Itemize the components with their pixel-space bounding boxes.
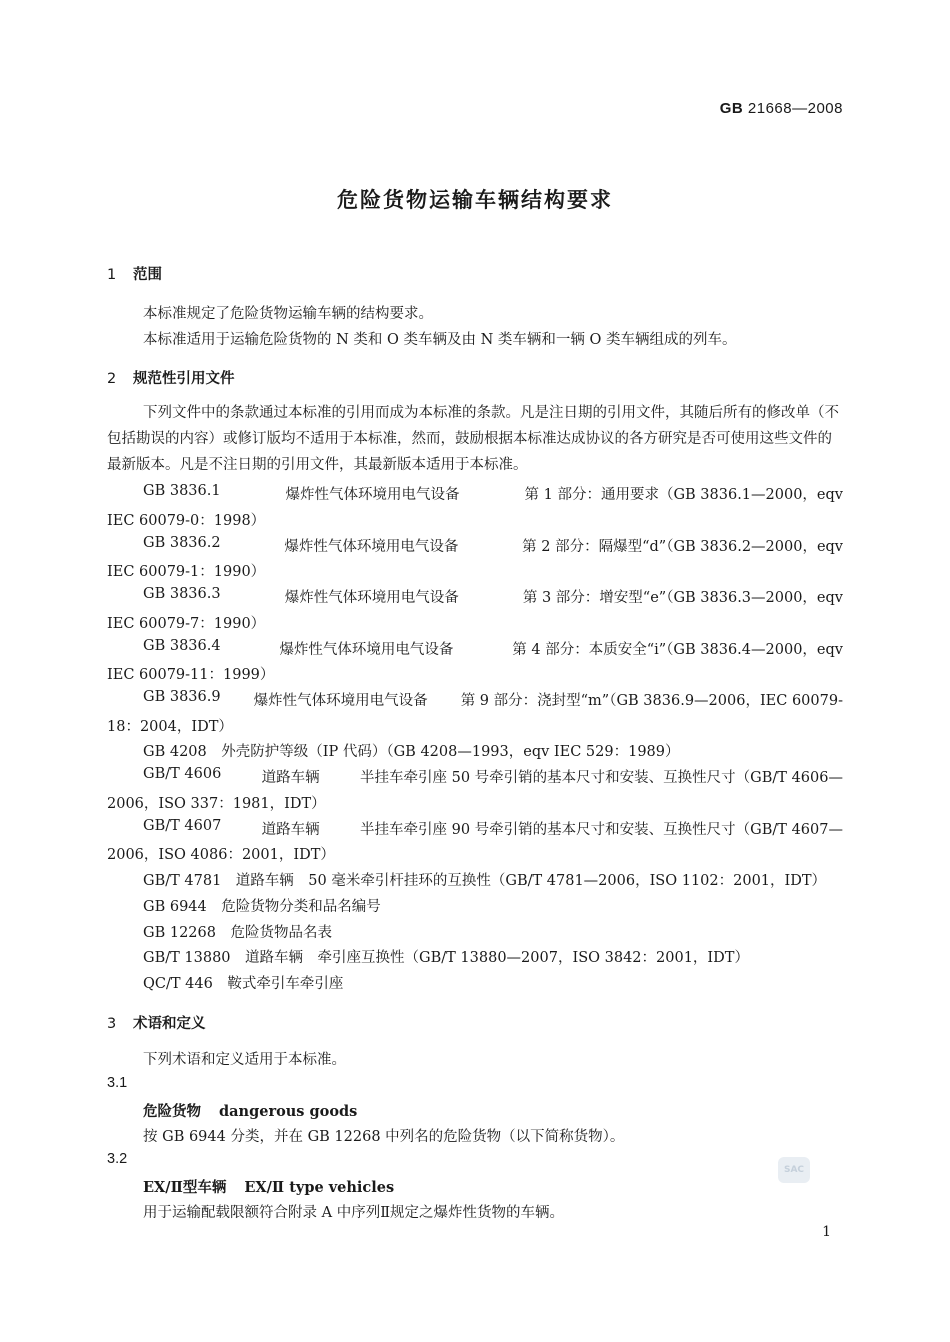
standard-number: GB 21668—2008	[719, 100, 843, 117]
ref-item-cont: IEC 60079-11：1999）	[107, 667, 275, 683]
page-title: 危险货物运输车辆结构要求	[337, 188, 613, 212]
term-definition: 按 GB 6944 分类，并在 GB 12268 中列名的危险货物（以下简称货物）。	[143, 1129, 625, 1145]
term-heading: 危险货物 dangerous goods	[143, 1103, 358, 1120]
ref-item: GB/T 4606 道路车辆 半挂车牵引座 50 号牵引销的基本尺寸和安装、互换性尺寸（GB/T 4606—	[143, 766, 843, 786]
ref-item-cont: IEC 60079-7：1990）	[107, 616, 266, 632]
scope-para-1: 本标准规定了危险货物运输车辆的结构要求。	[143, 306, 433, 322]
sac-watermark-logo: SAC	[778, 1157, 810, 1183]
ref-item: GB/T 4781 道路车辆 50 毫米牵引杆挂环的互换性（GB/T 4781—2006，ISO 1102：2001，IDT）	[143, 873, 827, 889]
ref-item: GB 3836.9 爆炸性气体环境用电气设备 第 9 部分：浇封型“m”（GB 3836.9—2006，IEC 60079-	[143, 689, 843, 709]
term-number: 3.2	[107, 1151, 128, 1167]
ref-item: GB/T 4607 道路车辆 半挂车牵引座 90 号牵引销的基本尺寸和安装、互换性尺寸（GB/T 4607—	[143, 818, 843, 838]
ref-item-cont: IEC 60079-0：1998）	[107, 513, 266, 529]
term-number: 3.1	[107, 1075, 128, 1091]
ref-item: GB 3836.4 爆炸性气体环境用电气设备 第 4 部分：本质安全“i”（GB 3836.4—2000，eqv	[143, 638, 843, 658]
section-3-heading: 3 术语和定义	[107, 1016, 206, 1032]
ref-item-cont: 18：2004，IDT）	[107, 719, 233, 735]
ref-item: GB 3836.3 爆炸性气体环境用电气设备 第 3 部分：增安型“e”（GB 3836.3—2000，eqv	[143, 586, 843, 606]
ref-item: GB 12268 危险货物品名表	[143, 925, 332, 941]
ref-item-cont: IEC 60079-1：1990）	[107, 564, 266, 580]
section-1-heading: 1 范围	[107, 267, 162, 283]
ref-item: GB 6944 危险货物分类和品名编号	[143, 899, 381, 915]
term-heading: EX/Ⅱ型车辆 EX/Ⅱ type vehicles	[143, 1179, 395, 1196]
ref-item-cont: 2006，ISO 4086：2001，IDT）	[107, 847, 335, 863]
ref-item: GB 3836.1 爆炸性气体环境用电气设备 第 1 部分：通用要求（GB 3836.1—2000，eqv	[143, 483, 843, 503]
page-number: 1	[822, 1224, 831, 1240]
terms-intro: 下列术语和定义适用于本标准。	[143, 1052, 346, 1068]
ref-item-cont: 2006，ISO 337：1981，IDT）	[107, 796, 326, 812]
refs-intro-paragraph: 下列文件中的条款通过本标准的引用而成为本标准的条款。凡是注日期的引用文件，其随后所有的修改单（不包括勘误的内容）或修订版均不适用于本标准，然而，鼓励根据本标准达成协议的各方研究是否可使用这些文件的最新版本。凡是不注日期的引用文件，其最新版本适用于本标准。	[107, 405, 839, 473]
scope-para-2: 本标准适用于运输危险货物的 N 类和 O 类车辆及由 N 类车辆和一辆 O 类车辆组成的列车。	[143, 332, 737, 348]
ref-item: QC/T 446 鞍式牵引车牵引座	[143, 976, 344, 992]
ref-item: GB/T 13880 道路车辆 牵引座互换性（GB/T 13880—2007，ISO 3842：2001，IDT）	[143, 950, 749, 966]
section-2-heading: 2 规范性引用文件	[107, 371, 235, 387]
ref-item: GB 3836.2 爆炸性气体环境用电气设备 第 2 部分：隔爆型“d”（GB 3836.2—2000，eqv	[143, 535, 843, 555]
ref-item: GB 4208 外壳防护等级（IP 代码）（GB 4208—1993，eqv IEC 529：1989）	[143, 744, 680, 760]
term-definition: 用于运输配载限额符合附录 A 中序列Ⅱ规定之爆炸性货物的车辆。	[143, 1205, 565, 1221]
